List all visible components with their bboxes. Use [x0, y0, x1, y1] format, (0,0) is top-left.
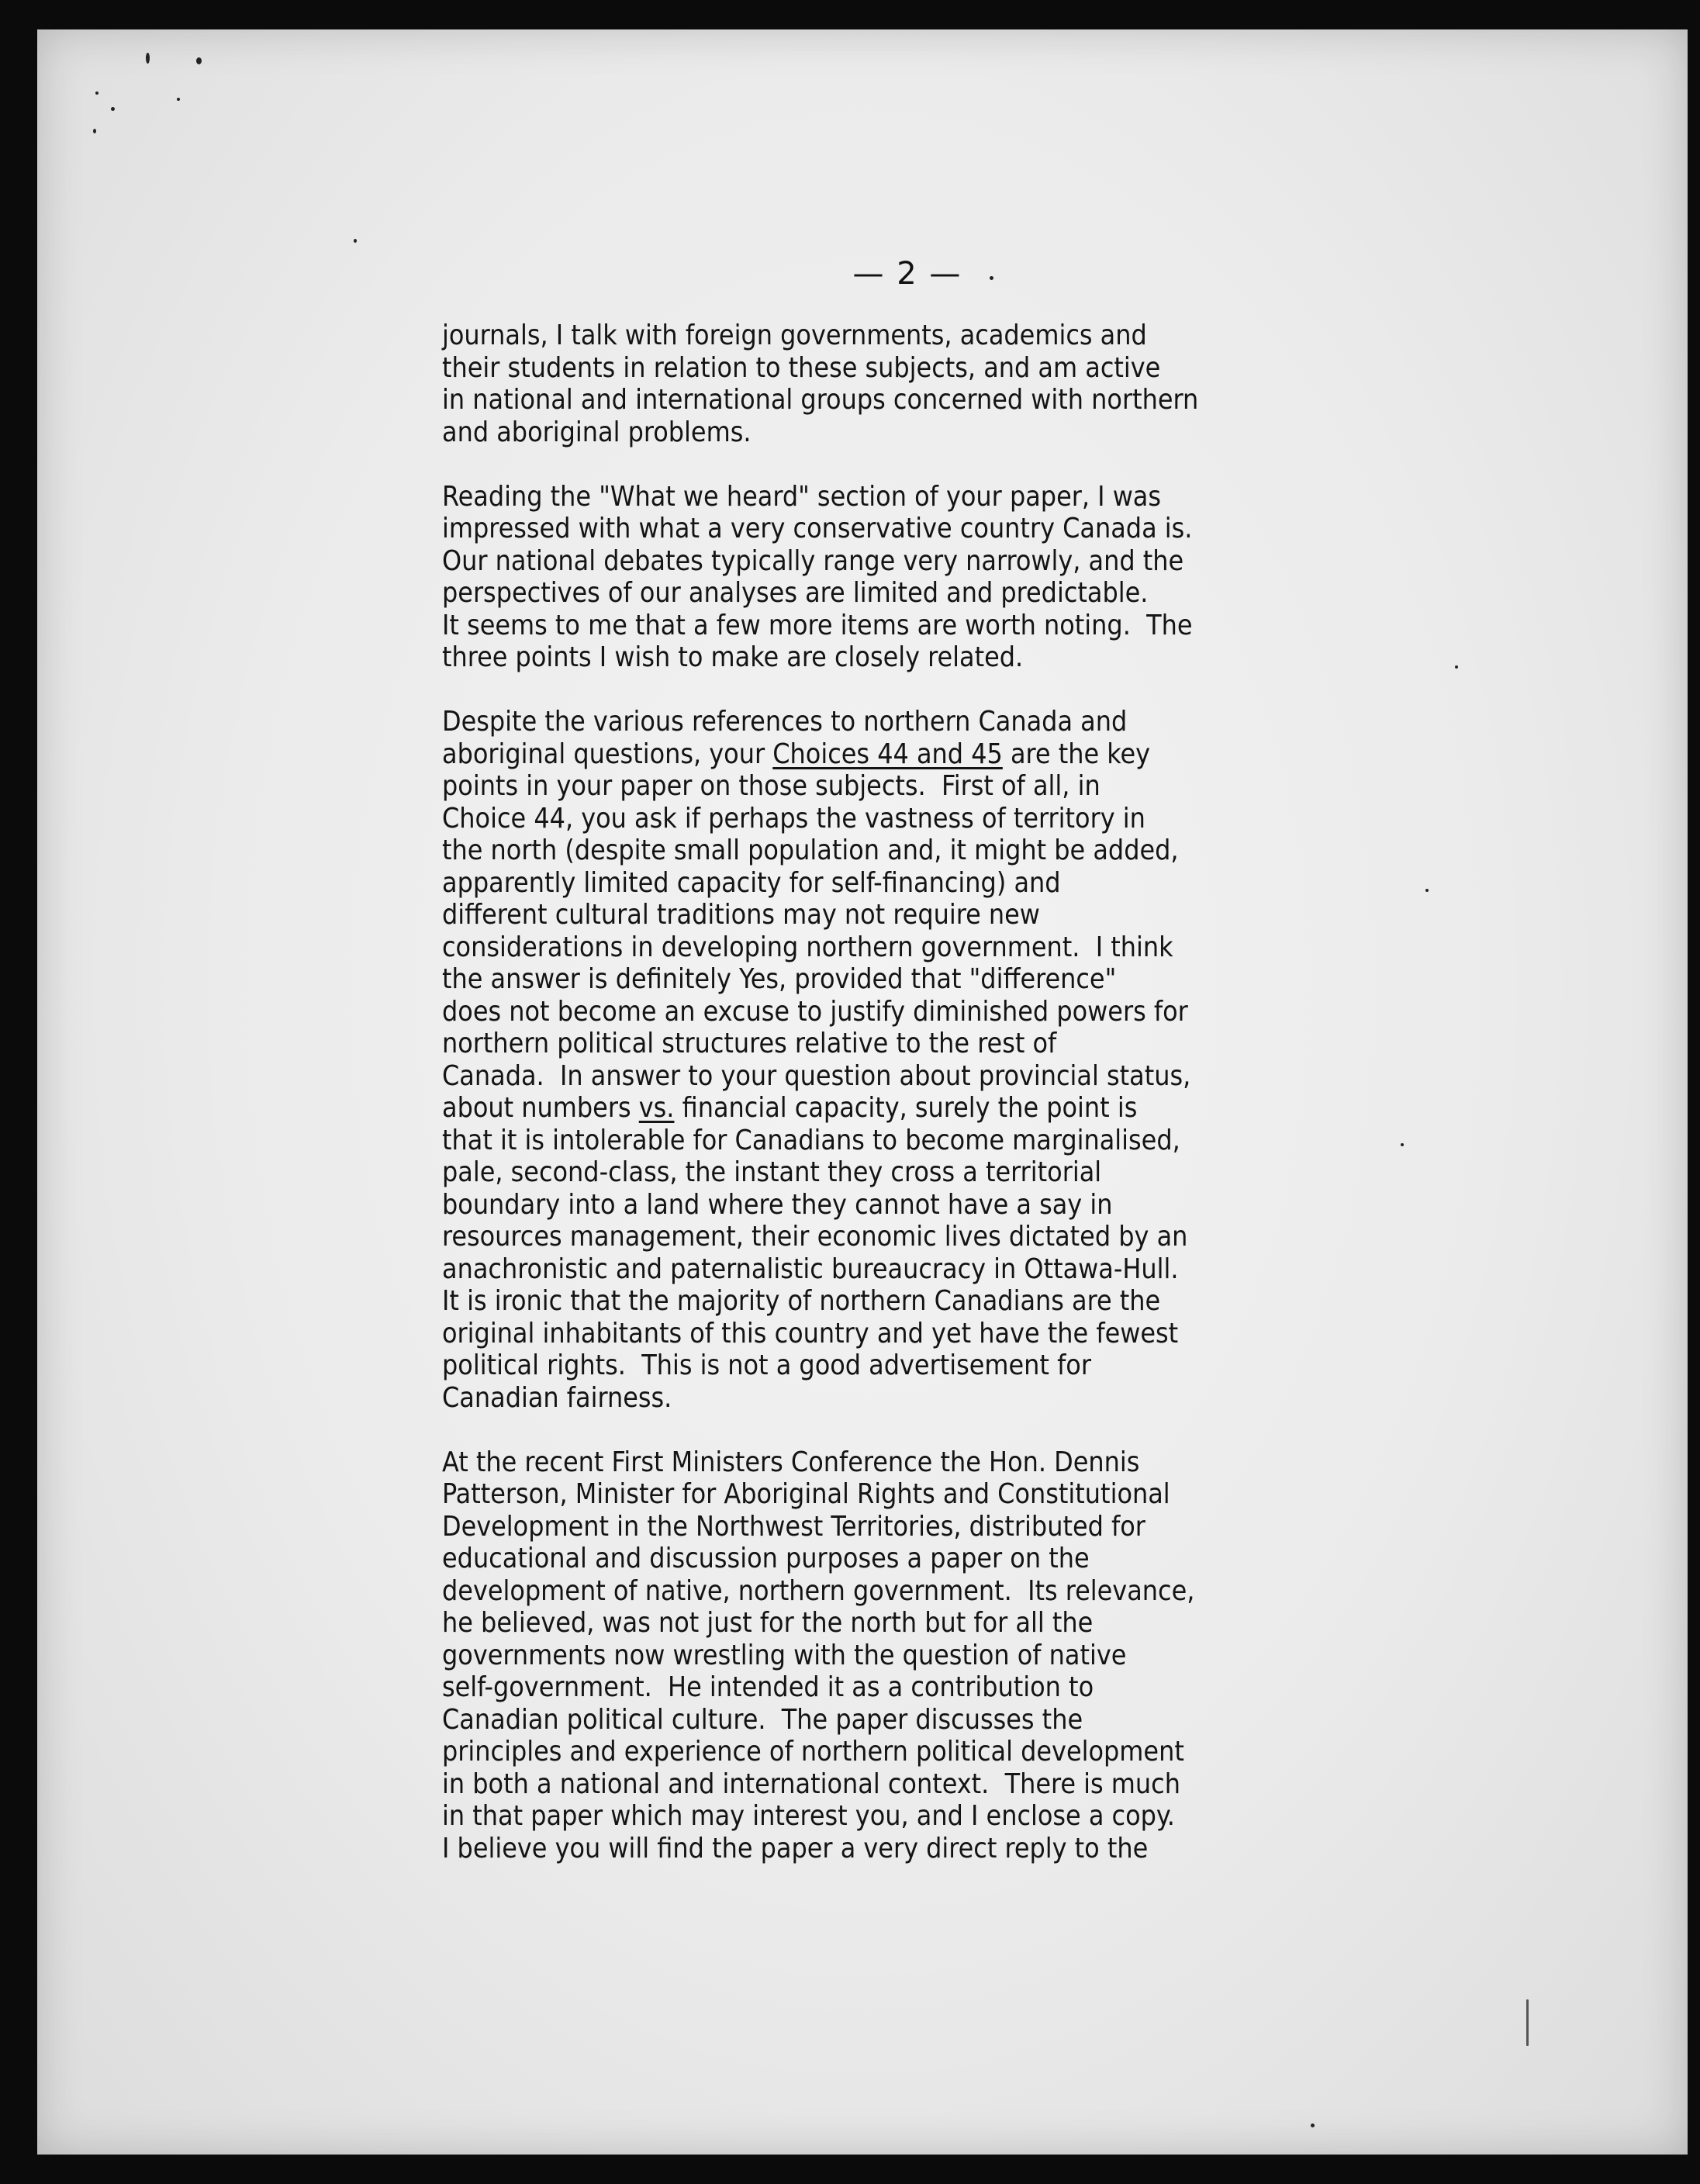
scan-speck — [1425, 889, 1429, 892]
paragraph-2 — [442, 481, 1388, 674]
scan-speck — [1455, 665, 1458, 669]
text-line: Canadian fairness. — [442, 1381, 672, 1414]
text-line: does not become an excuse to justify diminished powers for — [442, 995, 1188, 1028]
text-line: boundary into a land where they cannot have a say in — [442, 1188, 1113, 1221]
scan-speck — [177, 98, 180, 101]
text-line: perspectives of our analyses are limited and predictable. — [442, 577, 1149, 609]
text-line: in that paper which may interest you, and I enclose a copy. — [442, 1800, 1175, 1832]
text-line: pale, second-class, the instant they cross a territorial — [442, 1156, 1102, 1188]
paragraph-3 — [442, 706, 1388, 1414]
page-number: — 2 — — [852, 256, 962, 292]
scan-speck — [146, 53, 150, 64]
scan-speck — [1311, 2124, 1315, 2127]
text-line: principles and experience of northern political development — [442, 1736, 1184, 1768]
paragraph-4 — [442, 1446, 1388, 1865]
paragraph-1 — [442, 320, 1388, 448]
text-line: self-government. He intended it as a contribution to — [442, 1671, 1094, 1703]
text-line: three points I wish to make are closely related. — [442, 641, 1024, 673]
text-line: Choice 44, you ask if perhaps the vastness of territory in — [442, 802, 1145, 835]
scan-speck — [1526, 1999, 1529, 2046]
text-line: and aboriginal problems. — [442, 416, 752, 448]
text-line: points in your paper on those subjects. First of all, in — [442, 770, 1101, 802]
text-line: considerations in developing northern government. I think — [442, 931, 1173, 963]
text-line: It is ironic that the majority of northern Canadians are the — [442, 1285, 1161, 1317]
text-line: in both a national and international context. There is much — [442, 1768, 1180, 1800]
text-line: the answer is definitely Yes, provided that "difference" — [442, 963, 1117, 995]
text-line: Canadian political culture. The paper discusses the — [442, 1703, 1083, 1736]
letter-body — [442, 320, 1388, 1897]
text-line: original inhabitants of this country and yet have the fewest — [442, 1317, 1179, 1349]
scan-speck — [95, 92, 98, 95]
text-line: that it is intolerable for Canadians to become marginalised, — [442, 1124, 1180, 1156]
text-line: governments now wrestling with the question of native — [442, 1639, 1127, 1671]
text-segment: aboriginal questions, your — [442, 738, 773, 770]
scan-speck — [990, 276, 993, 280]
text-line: educational and discussion purposes a paper on the — [442, 1543, 1090, 1574]
text-line: journals, I talk with foreign governments, academics and — [442, 320, 1147, 351]
text-line: in national and international groups concerned with northern — [442, 384, 1199, 416]
text-line: Despite the various references to northern Canada and — [442, 706, 1128, 738]
scan-speck — [93, 129, 96, 133]
text-line: development of native, northern government. Its relevance, — [442, 1574, 1195, 1607]
text-line: their students in relation to these subjects, and am active — [442, 351, 1161, 384]
scan-speck — [111, 107, 115, 111]
scan-speck — [196, 57, 202, 64]
text-line: Reading the "What we heard" section of your paper, I was — [442, 480, 1162, 513]
text-line: Development in the Northwest Territories, distributed for — [442, 1510, 1145, 1543]
text-line: apparently limited capacity for self-financing) and — [442, 866, 1061, 899]
text-line: resources management, their economic lives dictated by an — [442, 1221, 1188, 1253]
text-line: different cultural traditions may not require new — [442, 899, 1040, 931]
text-line: political rights. This is not a good advertisement for — [442, 1349, 1091, 1381]
text-line: northern political structures relative to the rest of — [442, 1028, 1057, 1059]
text-line — [442, 1092, 1388, 1125]
underlined-vs: vs. — [638, 1092, 675, 1124]
scan-speck — [1401, 1143, 1404, 1146]
text-line: It seems to me that a few more items are worth noting. The — [442, 609, 1193, 641]
text-line: Patterson, Minister for Aboriginal Rights and Constitutional — [442, 1478, 1170, 1510]
text-segment: are the key — [1002, 738, 1151, 770]
text-line — [442, 738, 1388, 771]
underlined-choices-reference: Choices 44 and 45 — [772, 738, 1003, 770]
text-line: I believe you will find the paper a very direct reply to the — [442, 1832, 1149, 1864]
scan-speck — [354, 239, 357, 243]
text-line: Our national debates typically range very narrowly, and the — [442, 544, 1184, 577]
text-segment: financial capacity, surely the point is — [674, 1092, 1138, 1124]
text-line: he believed, was not just for the north but for all the — [442, 1607, 1094, 1639]
text-line: impressed with what a very conservative country Canada is. — [442, 513, 1193, 544]
text-line: At the recent First Ministers Conference the Hon. Dennis — [442, 1446, 1140, 1478]
text-line: Canada. In answer to your question about provincial status, — [442, 1059, 1191, 1092]
text-line: the north (despite small population and, it might be added, — [442, 835, 1179, 866]
text-line: anachronistic and paternalistic bureaucracy in Ottawa-Hull. — [442, 1253, 1179, 1285]
text-segment: about numbers — [442, 1092, 639, 1124]
